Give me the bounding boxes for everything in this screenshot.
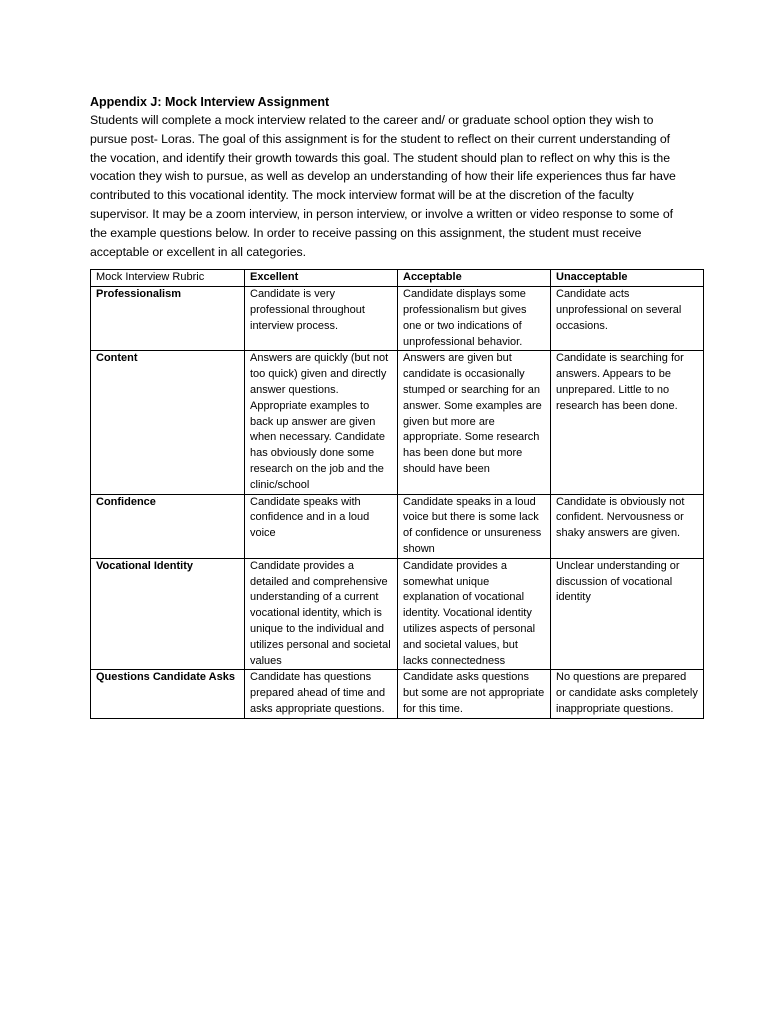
- rubric-cell-acceptable: Candidate provides a somewhat unique explanation of vocational identity. Vocational identity utilizes aspects of personal and societal values, but lacks connectedness: [398, 558, 551, 670]
- rubric-header-excellent: Excellent: [245, 270, 398, 287]
- rubric-header-row: [91, 270, 704, 287]
- rubric-cell-acceptable: Candidate asks questions but some are not appropriate for this time.: [398, 670, 551, 718]
- rubric-cell-unacceptable: Candidate is searching for answers. Appears to be unprepared. Little to no research has been done.: [551, 351, 704, 494]
- rubric-cell-unacceptable: Candidate is obviously not confident. Nervousness or shaky answers are given.: [551, 494, 704, 558]
- document-page: [90, 93, 698, 719]
- rubric-category: Vocational Identity: [91, 558, 245, 670]
- document-title: Appendix J: Mock Interview Assignment: [90, 95, 330, 109]
- rubric-cell-excellent: Candidate speaks with confidence and in a loud voice: [245, 494, 398, 558]
- rubric-row-questions: [91, 670, 704, 718]
- rubric-cell-excellent: Candidate provides a detailed and comprehensive understanding of a current vocational identity, which is unique to the individual and utilizes personal and societal values: [245, 558, 398, 670]
- rubric-category: Content: [91, 351, 245, 494]
- rubric-cell-acceptable: Candidate displays some professionalism but gives one or two indications of unprofessional behavior.: [398, 287, 551, 351]
- intro-paragraph: Students will complete a mock interview related to the career and/ or graduate school option they wish to pursue post- Loras. The goal of this assignment is for the student to reflect on their current understanding of the vocation, and identify their growth towards this goal. The student should plan to reflect on why this is the vocation they wish to pursue, as well as develop an understanding of how their life experiences thus far have contributed to this vocational identity. The mock interview format will be at the discretion of the faculty supervisor. It may be a zoom interview, in person interview, or involve a written or video response to some of the example questions below. In order to receive passing on this assignment, the student must receive acceptable or excellent in all categories.: [90, 113, 676, 259]
- rubric-row-confidence: [91, 494, 704, 558]
- rubric-row-vocational-identity: [91, 558, 704, 670]
- rubric-cell-unacceptable: Unclear understanding or discussion of vocational identity: [551, 558, 704, 670]
- rubric-cell-unacceptable: Candidate acts unprofessional on several occasions.: [551, 287, 704, 351]
- rubric-cell-unacceptable: No questions are prepared or candidate asks completely inappropriate questions.: [551, 670, 704, 718]
- rubric-row-professionalism: [91, 287, 704, 351]
- rubric-row-content: [91, 351, 704, 494]
- rubric-cell-acceptable: Answers are given but candidate is occasionally stumped or searching for an answer. Some examples are given but more are appropriate. Some research has been done but more should have been: [398, 351, 551, 494]
- rubric-cell-excellent: Answers are quickly (but not too quick) given and directly answer questions. Appropriate examples to back up answer are given when necessary. Candidate has obviously done some research on the job and the clinic/school: [245, 351, 398, 494]
- rubric-category: Confidence: [91, 494, 245, 558]
- rubric-table: [90, 269, 704, 718]
- rubric-cell-excellent: Candidate is very professional throughout interview process.: [245, 287, 398, 351]
- rubric-cell-acceptable: Candidate speaks in a loud voice but there is some lack of confidence or unsureness shown: [398, 494, 551, 558]
- rubric-cell-excellent: Candidate has questions prepared ahead of time and asks appropriate questions.: [245, 670, 398, 718]
- rubric-header-title: Mock Interview Rubric: [91, 270, 245, 287]
- rubric-category: Professionalism: [91, 287, 245, 351]
- rubric-header-acceptable: Acceptable: [398, 270, 551, 287]
- rubric-header-unacceptable: Unacceptable: [551, 270, 704, 287]
- rubric-category: Questions Candidate Asks: [91, 670, 245, 718]
